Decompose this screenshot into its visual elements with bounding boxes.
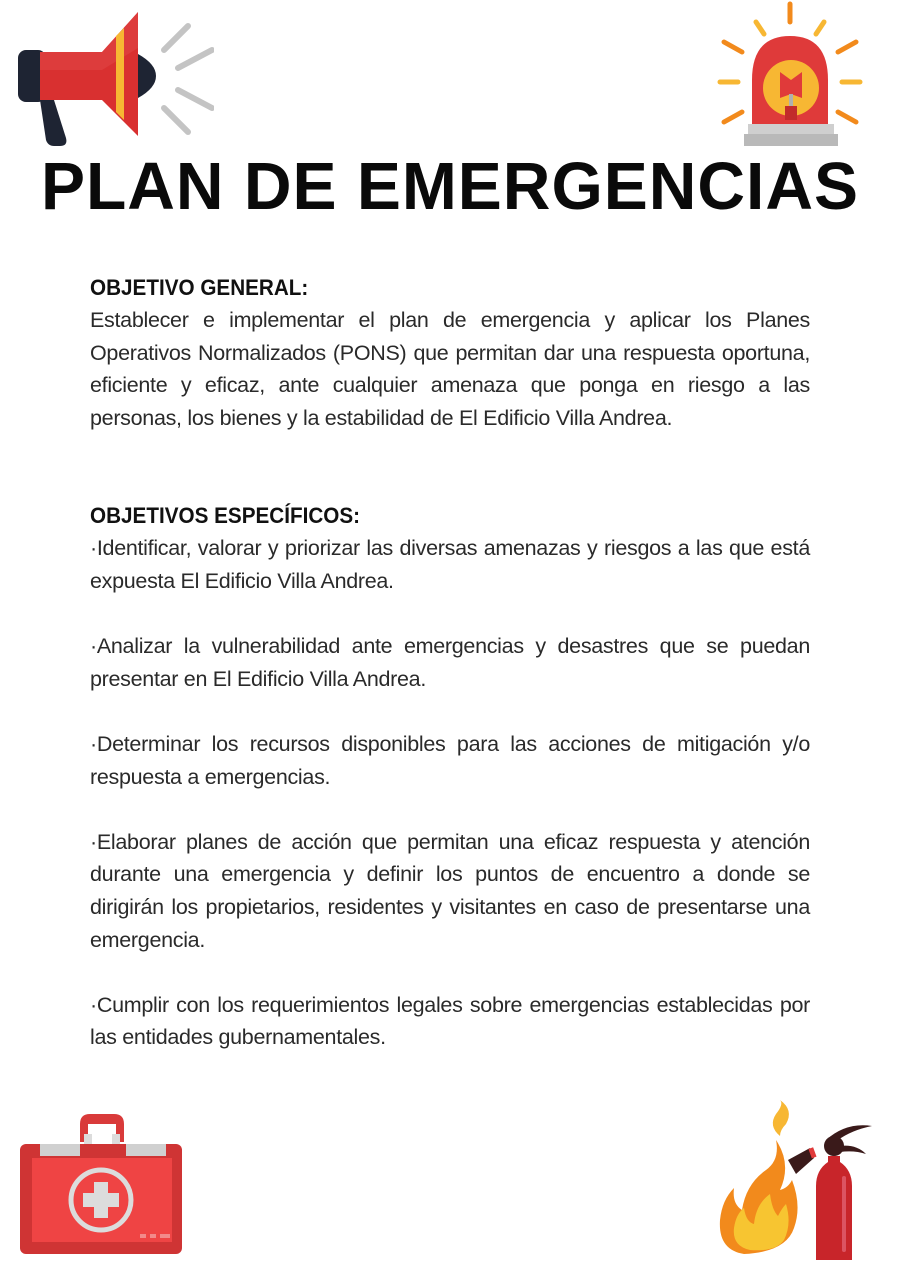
fire-extinguisher-icon (716, 1100, 876, 1260)
specific-objective-item: ·Cumplir con los requerimientos legales sobre emergencias establecidas por las entidades gubernamentales. (90, 992, 810, 1050)
specific-objective-item: ·Determinar los recursos disponibles para las acciones de mitigación y/o respuesta a emergencias. (90, 731, 810, 789)
specific-objective-item: ·Analizar la vulnerabilidad ante emergencias y desastres que se puedan presentar en El Edificio Villa Andrea. (90, 634, 810, 691)
general-objective-heading: OBJETIVO GENERAL: (90, 275, 309, 300)
document-body (90, 272, 810, 1054)
first-aid-kit-icon (16, 1108, 186, 1258)
general-objective-section (90, 272, 810, 434)
page-title: PLAN DE EMERGENCIAS (40, 149, 860, 224)
specific-objectives-heading: OBJETIVOS ESPECÍFICOS: (90, 503, 361, 529)
section-spacer (90, 434, 810, 500)
specific-objective-item: ·Identificar, valorar y priorizar las diversas amenazas y riesgos a las que está expuesta El Edificio Villa Andrea. (90, 536, 810, 593)
megaphone-icon (14, 8, 214, 148)
specific-objective-item: ·Elaborar planes de acción que permitan una eficaz respuesta y atención durante una emergencia y definir los puntos de encuentro a donde se dirigirán los propietarios, residentes y visitantes en caso de presentarse una emergencia. (90, 829, 810, 952)
general-objective-text: Establecer e implementar el plan de emergencia y aplicar los Planes Operativos Normalizados (PONS) que permitan dar una respuesta oportuna, eficiente y eficaz, ante cualquier amenaza que ponga en riesgo a las personas, los bienes y la estabilidad de El Edificio Villa Andrea. (90, 308, 810, 430)
specific-objectives-section (90, 500, 810, 1054)
siren-alarm-icon (712, 0, 872, 150)
